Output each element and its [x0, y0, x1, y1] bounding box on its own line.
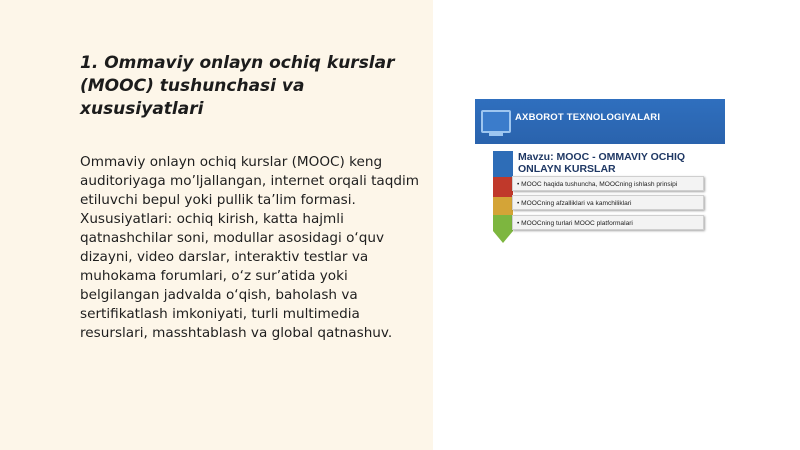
slide-body-text: Ommaviy onlayn ochiq kurslar (MOOC) keng auditoriyaga mo’ljallangan, internet orqali taqdim etiluvchi bepul yoki pullik ta’lim formasi. Xususiyatlari: ochiq kirish, katta hajmli qatnashchilar soni, modullar asosidagi o‘quv dizayni, video darslar, interaktiv testlar va muhokama forumlari, o‘z sur’atida yoki belgilangan jadvalda o‘qish, baholash va sertifikatlash imkoniyati, turli multimedia resurslari, masshtablash va global qatnashuv.	[80, 154, 420, 341]
slide-thumbnail-image	[475, 99, 725, 245]
thumbnail-list-item: • MOOCning afzalliklari va kamchiliklari	[512, 195, 704, 210]
thumbnail-list-item: • MOOC haqida tushuncha, MOOCning ishlash prinsipi	[512, 176, 704, 191]
arrow-strip	[493, 151, 513, 243]
arrow-segment-red	[493, 177, 513, 197]
arrow-segment-gold	[493, 197, 513, 215]
arrow-segment-green	[493, 215, 513, 243]
thumbnail-header-title: AXBOROT TEXNOLOGIYALARI	[515, 112, 661, 123]
thumbnail-topic-line2: ONLAYN KURSLAR	[518, 163, 616, 175]
arrow-segment-blue	[493, 151, 513, 177]
thumbnail-topic-line1: Mavzu: MOOC - OMMAVIY OCHIQ	[518, 151, 686, 163]
thumbnail-list-item: • MOOCning turlari MOOC platformalari	[512, 215, 704, 230]
thumbnail-header	[475, 99, 725, 144]
slide-heading: 1. Ommaviy onlayn ochiq kurslar (MOOC) tushunchasi va xususiyatlari	[80, 53, 395, 119]
thumbnail-topic	[518, 151, 713, 175]
computer-monitor-icon	[481, 110, 511, 133]
